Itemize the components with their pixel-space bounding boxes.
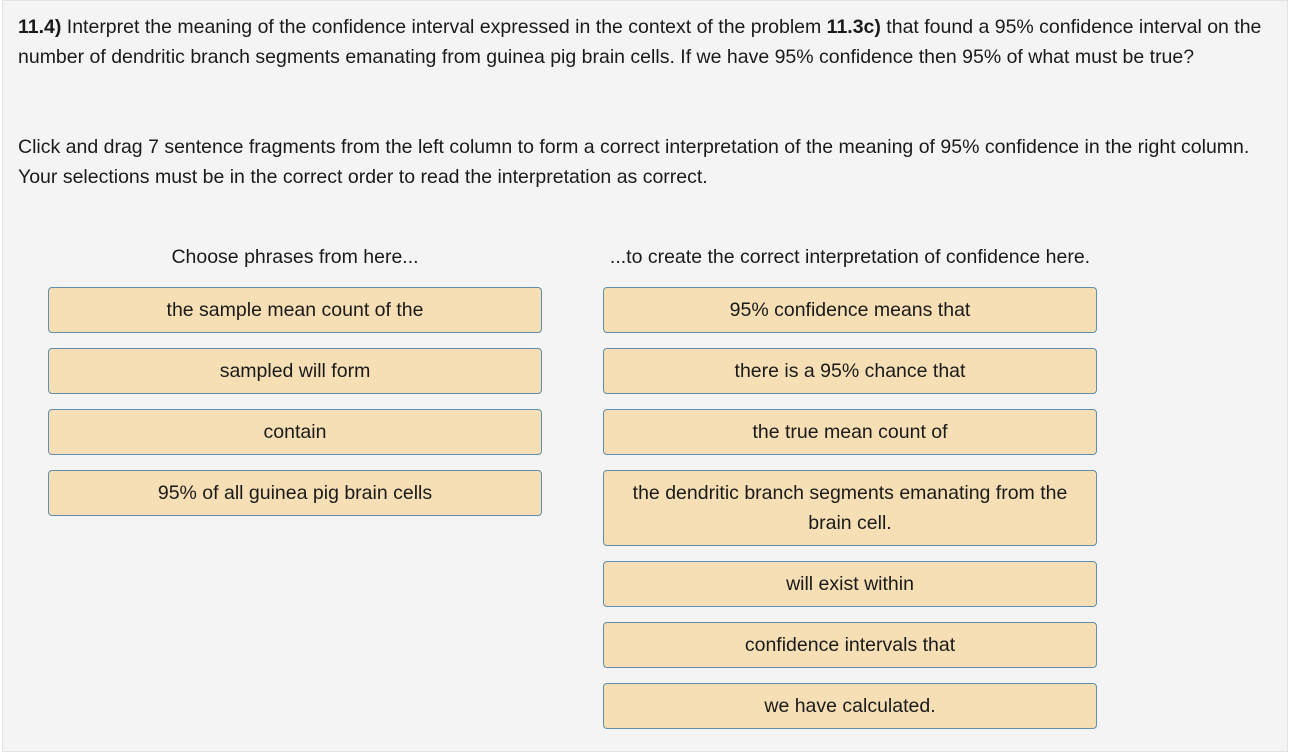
- answer-fragment[interactable]: we have calculated.: [603, 683, 1097, 729]
- answer-fragment[interactable]: confidence intervals that: [603, 622, 1097, 668]
- question-number: 11.4): [18, 16, 62, 38]
- instructions-text: Click and drag 7 sentence fragments from the left column to form a correct interpretation of the meaning of 95% confidence in the right column. Your selections must be in the correct order to read the interpretation as correct.: [18, 136, 1250, 188]
- answer-fragment[interactable]: there is a 95% chance that: [603, 348, 1097, 394]
- question-text-part-2: that found a 95% confidence interval on the number of dendritic branch segments emanating from guinea pig brain cells. If we have 95% confidence then 95% of what must be true?: [18, 16, 1262, 68]
- answer-fragment-list: [603, 287, 1097, 729]
- source-fragment-list: [48, 287, 542, 516]
- answer-fragment[interactable]: the dendritic branch segments emanating from the brain cell.: [603, 470, 1097, 546]
- answer-fragment[interactable]: will exist within: [603, 561, 1097, 607]
- source-column-header: Choose phrases from here...: [171, 246, 419, 268]
- answer-fragment[interactable]: 95% confidence means that: [603, 287, 1097, 333]
- question-text: [18, 12, 1280, 72]
- source-fragment[interactable]: sampled will form: [48, 348, 542, 394]
- source-fragment[interactable]: the sample mean count of the: [48, 287, 542, 333]
- source-fragment[interactable]: contain: [48, 409, 542, 455]
- question-text-part-1: Interpret the meaning of the confidence interval expressed in the context of the problem: [61, 16, 827, 38]
- question-panel: [2, 0, 1288, 752]
- source-fragment[interactable]: 95% of all guinea pig brain cells: [48, 470, 542, 516]
- answer-fragment[interactable]: the true mean count of: [603, 409, 1097, 455]
- target-column-header: ...to create the correct interpretation of confidence here.: [609, 246, 1091, 268]
- question-reference: 11.3c): [826, 16, 881, 38]
